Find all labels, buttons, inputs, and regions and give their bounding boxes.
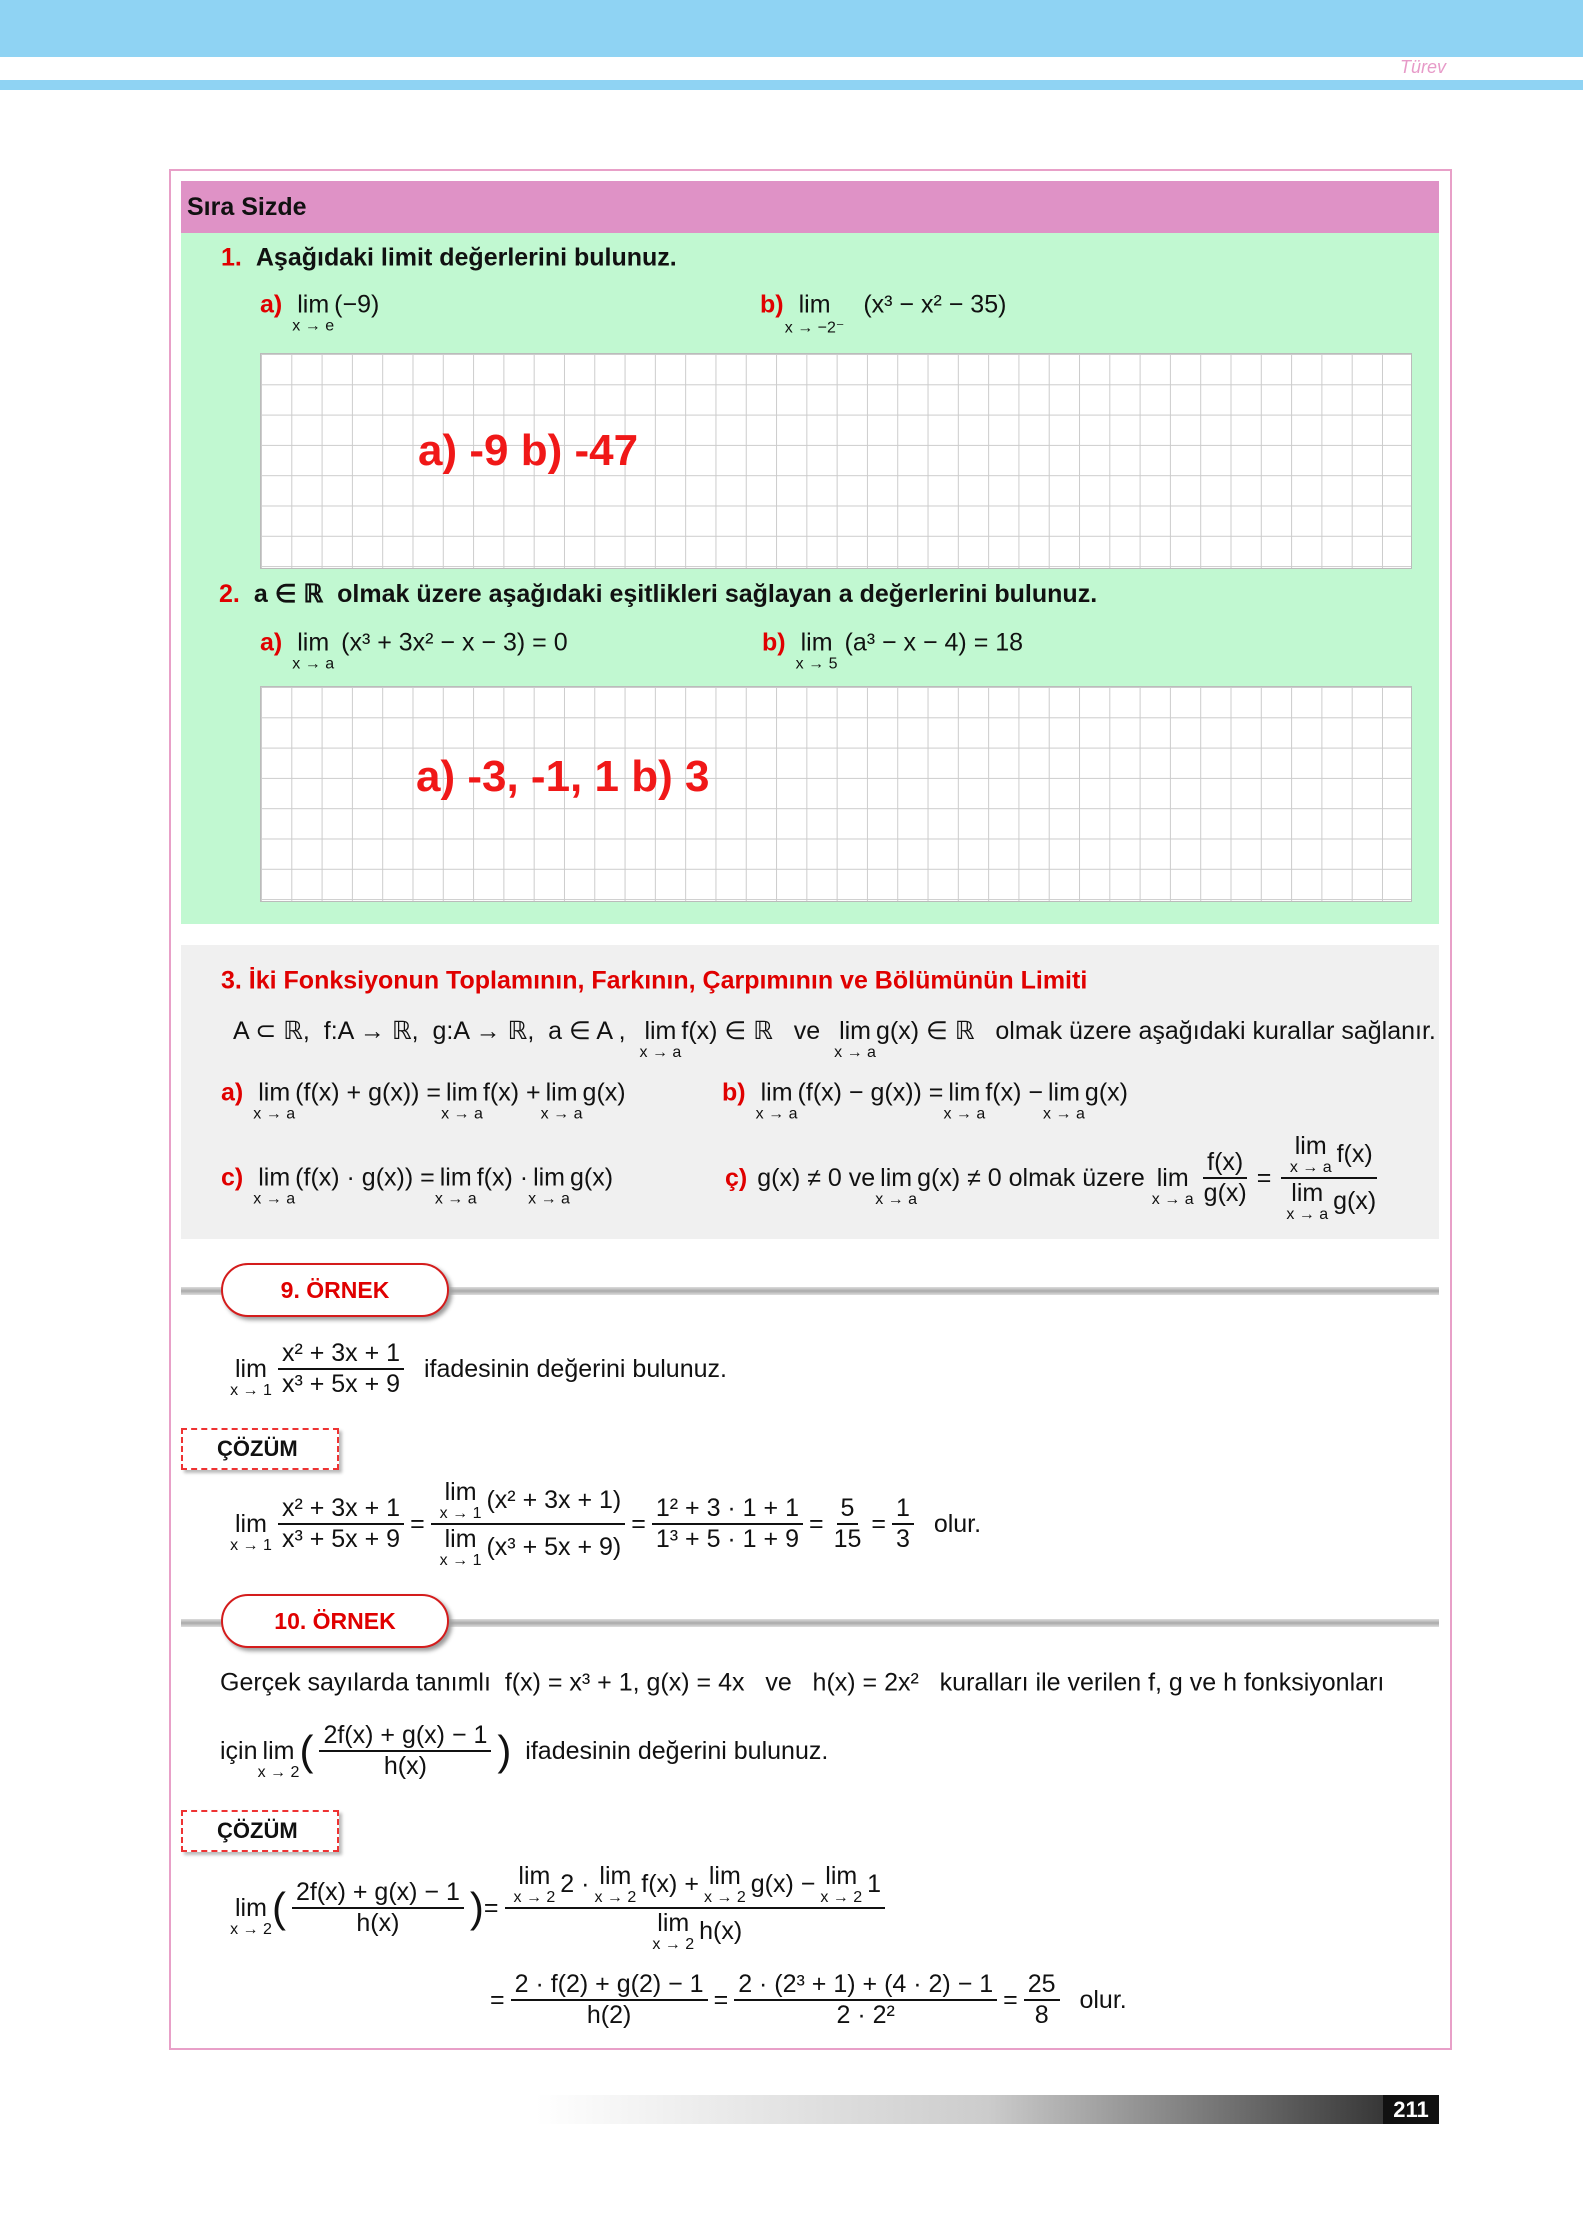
- numerator: [1024, 1970, 1060, 2001]
- math-text: 2 · f(2) + g(2) − 1: [514, 1970, 704, 1998]
- math-text: 1² + 3 · 1 + 1: [655, 1494, 799, 1522]
- example-9-solution: [230, 1478, 981, 1570]
- math-text: Gerçek sayılarda tanımlı f(x) = x³ + 1, g(x) = 4x ve h(x) = 2x² kuralları ile verilen f, g ve h fonksiyonları: [220, 1668, 1385, 1697]
- math-text: =: [1003, 1985, 1018, 2014]
- lim-word: lim: [948, 1078, 981, 1107]
- limit-subscript: x → 2: [513, 1889, 556, 1906]
- math-text: x² + 3x + 1: [281, 1494, 401, 1522]
- limit-operator: [528, 1163, 570, 1208]
- limit-operator: [784, 290, 845, 337]
- math-text: =: [871, 1509, 887, 1538]
- math-text: =: [1256, 1163, 1272, 1192]
- math-text: 2 · 2²: [836, 2001, 895, 2029]
- math-text: =: [490, 1985, 505, 2014]
- limit-subscript: x → 2: [230, 1920, 272, 1938]
- math-text: 2 ·: [560, 1870, 590, 1898]
- limit-subscript: x → 2: [594, 1889, 637, 1906]
- math-text: 5: [840, 1494, 855, 1522]
- rule-b: [722, 1078, 1128, 1123]
- limit-operator: [440, 1478, 482, 1523]
- numerator: [511, 1970, 708, 2001]
- example-10-solution-line1: [230, 1862, 891, 1954]
- math-text: (x³ + 5x + 9): [486, 1533, 622, 1561]
- math-text: 1³ + 5 · 1 + 9: [655, 1525, 799, 1553]
- limit-subscript: x → 2: [652, 1936, 695, 1953]
- math-text: x³ + 5x + 9: [281, 1370, 401, 1398]
- fraction: [511, 1970, 708, 2030]
- item-label: c): [221, 1163, 244, 1192]
- math-text: olur.: [1065, 1985, 1127, 2014]
- math-text: h(2): [586, 2001, 632, 2029]
- denominator: [652, 1525, 803, 1554]
- lim-word: lim: [444, 1525, 477, 1553]
- numerator: [431, 1478, 626, 1525]
- fraction: [292, 1878, 464, 1938]
- rule-c: [221, 1163, 614, 1208]
- math-text: h(x): [383, 1752, 427, 1780]
- header-line: [0, 80, 1583, 90]
- item-label: ç): [725, 1163, 748, 1192]
- denominator: [1200, 1179, 1251, 1208]
- limit-operator: [1043, 1078, 1085, 1123]
- limit-operator: [434, 1163, 477, 1208]
- denominator: [643, 1909, 746, 1954]
- limit-operator: [230, 1354, 272, 1399]
- numerator: [1203, 1148, 1247, 1179]
- numerator: [292, 1878, 464, 1909]
- math-text: g(x) ≠ 0 ve: [757, 1163, 876, 1192]
- limit-operator: [834, 1016, 876, 1061]
- solution-label: ÇÖZÜM: [181, 1428, 339, 1470]
- chapter-title: Türev: [1400, 57, 1447, 77]
- lim-word: lim: [798, 290, 831, 319]
- math-text: f(x): [1336, 1140, 1373, 1168]
- denominator: [431, 1525, 626, 1570]
- lim-word: lim: [839, 1016, 872, 1045]
- formula-1a: [260, 290, 380, 335]
- fraction: [652, 1494, 803, 1554]
- numerator: [1281, 1132, 1377, 1179]
- limit-operator: [1286, 1179, 1328, 1224]
- item-label: b): [722, 1078, 746, 1107]
- math-text: (x³ − x² − 35): [835, 290, 1007, 319]
- item-label: a): [221, 1078, 244, 1107]
- denominator: [1277, 1179, 1380, 1224]
- limit-subscript: x → 5: [795, 655, 838, 673]
- lim-word: lim: [297, 628, 330, 657]
- math-text: 2f(x) + g(x) − 1: [323, 1721, 488, 1749]
- formula-1b: [760, 290, 1007, 337]
- limit-operator: [440, 1525, 482, 1570]
- numerator: [652, 1494, 803, 1525]
- example-9-title: 9. ÖRNEK: [221, 1263, 449, 1317]
- rules-title: 3. İki Fonksiyonun Toplamının, Farkının, Çarpımının ve Bölümünün Limiti: [221, 966, 1088, 995]
- lim-word: lim: [800, 628, 833, 657]
- fraction: [278, 1339, 404, 1399]
- item-label: a): [260, 628, 283, 657]
- numerator: [278, 1339, 404, 1370]
- limit-subscript: x → a: [875, 1190, 918, 1208]
- parenthesis: (: [299, 1727, 314, 1774]
- limit-operator: [540, 1078, 583, 1123]
- limit-operator: [943, 1078, 986, 1123]
- lim-word: lim: [262, 1736, 295, 1765]
- limit-subscript: x → 1: [230, 1536, 272, 1554]
- math-text: (x³ + 3x² − x − 3) = 0: [334, 628, 568, 657]
- solution-label: ÇÖZÜM: [181, 1810, 339, 1852]
- math-text: g(x): [1333, 1187, 1377, 1215]
- limit-subscript: x → a: [434, 1190, 477, 1208]
- rule-cc: [725, 1132, 1386, 1224]
- denominator: [380, 1752, 431, 1781]
- question-1: [221, 244, 677, 273]
- limit-subscript: x → a: [1043, 1105, 1085, 1123]
- math-text: =: [631, 1509, 646, 1538]
- fraction: [1024, 1970, 1060, 2030]
- limit-subscript: x → a: [441, 1105, 483, 1123]
- lim-word: lim: [258, 1078, 291, 1107]
- limit-subscript: x → a: [1289, 1159, 1332, 1176]
- math-text: g(x): [582, 1078, 626, 1107]
- fraction: [734, 1970, 997, 2030]
- limit-operator: [795, 628, 838, 673]
- denominator: [892, 1525, 914, 1554]
- limit-subscript: x → a: [1286, 1206, 1329, 1223]
- limit-subscript: x → a: [639, 1043, 682, 1061]
- fraction: [278, 1494, 404, 1554]
- math-text: 8: [1034, 2001, 1049, 2029]
- math-text: f(x) −: [985, 1078, 1043, 1107]
- math-text: olur.: [919, 1509, 982, 1538]
- question-text: a ∈ ℝ olmak üzere aşağıdaki eşitlikleri sağlayan a değerlerini bulunuz.: [253, 580, 1098, 608]
- limit-operator: [230, 1509, 272, 1554]
- math-text: g(x) −: [750, 1870, 816, 1898]
- limit-operator: [594, 1862, 636, 1907]
- math-text: =: [410, 1509, 425, 1538]
- math-text: =: [483, 1893, 499, 1922]
- lim-word: lim: [545, 1078, 578, 1107]
- lim-word: lim: [439, 1163, 472, 1192]
- limit-operator: [441, 1078, 483, 1123]
- limit-subscript: x → a: [943, 1105, 986, 1123]
- lim-word: lim: [235, 1893, 267, 1922]
- limit-subscript: x → a: [292, 655, 335, 673]
- fraction: [319, 1721, 491, 1781]
- numerator: [278, 1494, 404, 1525]
- footer-bar: [536, 2095, 1439, 2124]
- math-text: ifadesinin değerini bulunuz.: [410, 1354, 727, 1383]
- math-text: (a³ − x − 4) = 18: [837, 628, 1024, 657]
- denominator: [278, 1370, 404, 1399]
- example-10-question-line2: [220, 1721, 828, 1781]
- parenthesis: ): [497, 1727, 512, 1774]
- denominator: [1031, 2001, 1053, 2030]
- limit-subscript: x → a: [253, 1105, 296, 1123]
- math-text: 25: [1027, 1970, 1056, 1998]
- limit-subscript: x → 1: [439, 1552, 482, 1569]
- parenthesis: ): [469, 1884, 484, 1931]
- math-text: =: [808, 1509, 824, 1538]
- rule-a: [221, 1078, 626, 1123]
- math-text: g(x): [1203, 1179, 1247, 1207]
- lim-word: lim: [644, 1016, 677, 1045]
- limit-operator: [253, 1078, 296, 1123]
- math-text: (f(x) − g(x)) =: [797, 1078, 944, 1107]
- lim-word: lim: [880, 1163, 913, 1192]
- formula-2a: [260, 628, 568, 673]
- lim-word: lim: [825, 1862, 858, 1890]
- limit-operator: [292, 290, 335, 335]
- math-text: (f(x) + g(x)) =: [295, 1078, 442, 1107]
- limit-operator: [514, 1862, 556, 1907]
- limit-subscript: x → a: [1151, 1190, 1194, 1208]
- question-2: [219, 579, 1097, 609]
- math-text: g(x): [1084, 1078, 1128, 1107]
- math-text: için: [220, 1736, 258, 1765]
- limit-operator: [820, 1862, 862, 1907]
- fraction: [1200, 1148, 1251, 1208]
- header-band: [0, 0, 1583, 57]
- math-text: f(x) +: [482, 1078, 541, 1107]
- limit-subscript: x → 2: [703, 1889, 746, 1906]
- lim-word: lim: [444, 1478, 477, 1506]
- math-text: x² + 3x + 1: [281, 1339, 401, 1367]
- fraction: [830, 1494, 866, 1554]
- lim-word: lim: [258, 1163, 291, 1192]
- limit-subscript: x → a: [528, 1190, 570, 1208]
- limit-subscript: x → 1: [230, 1381, 272, 1399]
- denominator: [830, 1525, 866, 1554]
- limit-operator: [292, 628, 335, 673]
- math-text: h(x): [356, 1909, 400, 1937]
- lim-word: lim: [1047, 1078, 1080, 1107]
- limit-operator: [257, 1736, 300, 1781]
- limit-subscript: x → 2: [820, 1889, 863, 1906]
- question-text: Aşağıdaki limit değerlerini bulunuz.: [255, 243, 677, 272]
- item-label: b): [760, 290, 784, 319]
- handwritten-answer-1: a) -9 b) -47: [418, 426, 639, 475]
- lim-word: lim: [235, 1509, 267, 1538]
- math-text: (f(x) · g(x)) =: [295, 1163, 435, 1192]
- handwritten-answer-2: a) -3, -1, 1 b) 3: [416, 752, 710, 801]
- fraction: [431, 1478, 626, 1570]
- math-text: ifadesinin değerini bulunuz.: [511, 1736, 829, 1765]
- numerator: [892, 1494, 914, 1525]
- numerator: [319, 1721, 491, 1752]
- item-label: b): [762, 628, 786, 657]
- math-text: 2f(x) + g(x) − 1: [295, 1878, 460, 1906]
- math-text: f(x) ·: [476, 1163, 529, 1192]
- math-text: A ⊂ ℝ, f:A → ℝ, g:A → ℝ, a ∈ A ,: [233, 1017, 640, 1045]
- page-number: 211: [1383, 2095, 1439, 2124]
- fraction: [505, 1862, 886, 1954]
- limit-subscript: x → a: [540, 1105, 583, 1123]
- math-text: x³ + 5x + 9: [281, 1525, 401, 1553]
- parenthesis: (: [271, 1884, 286, 1931]
- limit-subscript: x → a: [755, 1105, 798, 1123]
- rules-intro: [233, 1016, 1436, 1061]
- denominator: [583, 2001, 635, 2030]
- math-text: (−9): [334, 290, 380, 319]
- formula-2b: [762, 628, 1024, 673]
- math-text: (x² + 3x + 1): [486, 1486, 622, 1514]
- lim-word: lim: [235, 1354, 267, 1383]
- numerator: [837, 1494, 859, 1525]
- limit-operator: [875, 1163, 918, 1208]
- limit-subscript: x → 1: [439, 1505, 482, 1522]
- fraction: [1277, 1132, 1380, 1224]
- math-text: =: [713, 1985, 729, 2014]
- math-text: 15: [833, 1525, 862, 1553]
- limit-subscript: x → 2: [257, 1763, 300, 1781]
- lim-word: lim: [599, 1862, 632, 1890]
- limit-operator: [704, 1862, 746, 1907]
- limit-operator: [639, 1016, 682, 1061]
- limit-operator: [1290, 1132, 1332, 1177]
- item-label: a): [260, 290, 283, 319]
- math-text: 1: [896, 1494, 910, 1522]
- example-10-question-line1: [220, 1669, 1384, 1698]
- lim-word: lim: [446, 1078, 478, 1107]
- math-text: f(x) ∈ ℝ ve: [681, 1017, 835, 1045]
- limit-operator: [253, 1163, 296, 1208]
- lim-word: lim: [708, 1862, 741, 1890]
- denominator: [352, 1909, 403, 1938]
- limit-operator: [230, 1893, 272, 1938]
- example-9-question: [230, 1339, 727, 1399]
- math-text: 2 · (2³ + 1) + (4 · 2) − 1: [738, 1970, 994, 1998]
- example-10-solution-line2: [490, 1970, 1127, 2030]
- question-number: 1.: [221, 243, 242, 272]
- math-text: g(x): [570, 1163, 614, 1192]
- math-text: 3: [896, 1525, 910, 1553]
- math-text: 1: [867, 1870, 882, 1898]
- question-number: 2.: [219, 579, 240, 608]
- lim-word: lim: [518, 1862, 551, 1890]
- fraction: [892, 1494, 914, 1554]
- limit-operator: [1151, 1163, 1194, 1208]
- denominator: [278, 1525, 404, 1554]
- math-text: g(x) ≠ 0 olmak üzere: [917, 1163, 1152, 1192]
- limit-subscript: x → a: [253, 1190, 296, 1208]
- math-text: g(x) ∈ ℝ olmak üzere aşağıdaki kurallar sağlanır.: [876, 1017, 1436, 1045]
- sira-sizde-title: Sıra Sizde: [181, 181, 1439, 233]
- denominator: [832, 2001, 898, 2030]
- lim-word: lim: [760, 1078, 793, 1107]
- limit-operator: [652, 1909, 694, 1954]
- lim-word: lim: [533, 1163, 565, 1192]
- numerator: [505, 1862, 886, 1909]
- numerator: [734, 1970, 997, 2001]
- lim-word: lim: [297, 290, 330, 319]
- math-text: f(x): [1207, 1148, 1244, 1176]
- example-10-title: 10. ÖRNEK: [221, 1594, 449, 1648]
- limit-subscript: x → e: [292, 317, 335, 335]
- lim-word: lim: [657, 1909, 690, 1937]
- math-text: f(x) +: [641, 1870, 699, 1898]
- lim-word: lim: [1156, 1163, 1189, 1192]
- limit-subscript: x → a: [834, 1043, 876, 1061]
- lim-word: lim: [1294, 1132, 1327, 1160]
- limit-subscript: x → −2⁻: [784, 319, 845, 337]
- math-text: h(x): [699, 1917, 743, 1945]
- limit-operator: [755, 1078, 798, 1123]
- lim-word: lim: [1291, 1179, 1324, 1207]
